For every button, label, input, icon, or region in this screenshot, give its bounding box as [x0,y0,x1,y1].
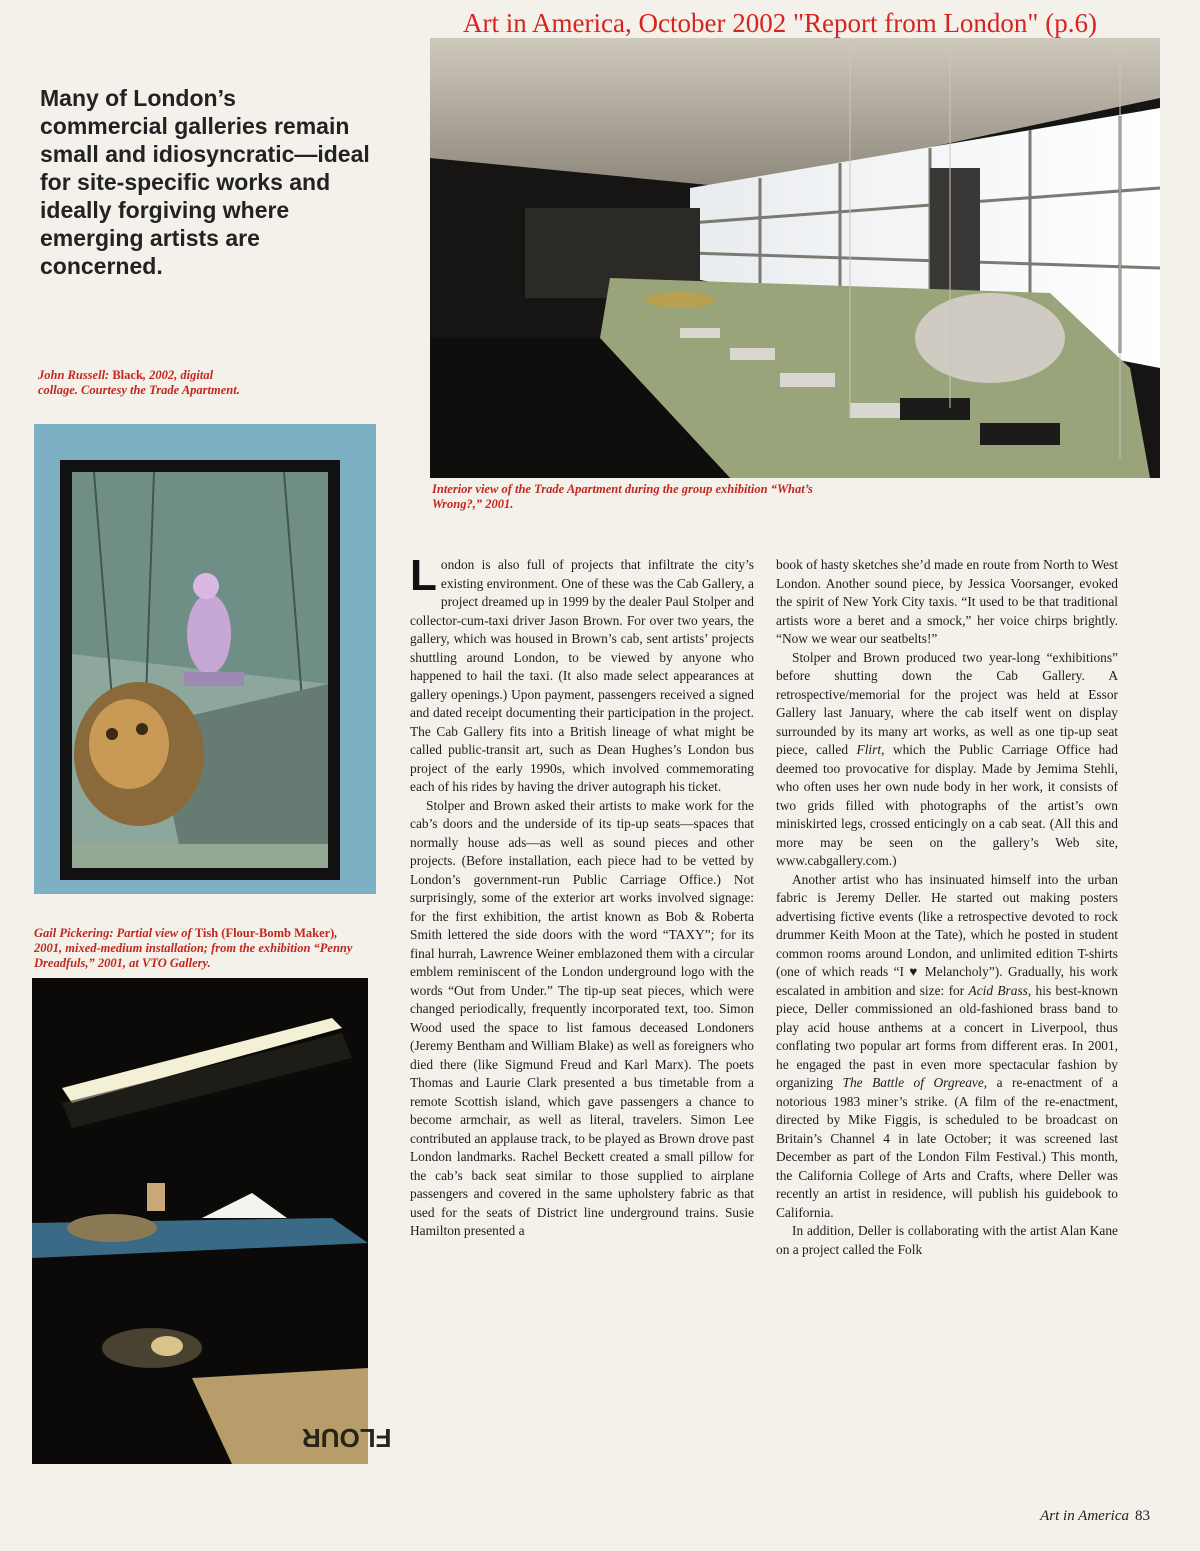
drop-cap: L [410,551,437,600]
pull-quote: Many of London’s commercial galleries remain small and idiosyncratic—ideal for site-specific works and ideally forgiving where emerging artists are concerned. [40,85,370,279]
caption-work-subtitle: (Flour-Bomb Maker) [218,926,335,940]
article-paragraph: In addition, Deller is collaborating with the artist Alan Kane on a project called the Folk [776,1223,1118,1257]
paragraph-text: Stolper and Brown produced two year-long “exhibitions” before shutting down the Cab Gallery. A retrospective/memorial for the project was held at Essor Gallery last January, where the cab itself went on display surrounded by its many art works, as well as one tip-up seat piece, called [776,649,1118,757]
caption-artist: John Russell: [38,368,113,382]
caption-work-title: Black [112,368,143,382]
photo-trade-apartment-interior [430,38,1160,478]
flour-sack-text: FLOUR [302,1423,392,1453]
paragraph-text: , which the Public Carriage Office had deemed too provocative for display. Made by Jemima Stehli, who often uses her own nude body in her work, it consists of two grids filled with photographs of the artist’s own miniskirted legs, crossed enticingly on a cab seat. (All this and more may be seen on the gallery’s Web site, www.cabgallery.com.) [776,742,1119,868]
photo-gail-pickering-tish [32,978,392,1464]
work-title-flirt: Flirt [856,742,882,757]
caption-work-title: Tish [194,926,219,940]
caption-details: , 2002, digital collage. Courtesy the Trade Apartment. [38,368,240,397]
caption-interior-photo: Interior view of the Trade Apartment during the group exhibition “What’s Wrong?,” 2001. [432,482,813,511]
caption-john-russell [38,368,248,398]
page-number: 83 [1135,1508,1150,1524]
paragraph-text: , a re-enactment of a notorious 1983 miner’s strike. (A film of the re-enactment, directed by Mike Figgis, is scheduled to be broadcast on Britain’s Channel 4 in late October; it was screened last December as part of the London Film Festival.) This month, the California College of Arts and Crafts, where Deller was recently an artist in residence, will publish his guidebook to California. [776,1075,1118,1220]
work-title-acid-brass: Acid Brass [968,982,1028,998]
article-paragraph [410,551,754,797]
footer-magazine-name: Art in America [1040,1508,1129,1524]
page-footer [980,1508,1150,1525]
article-paragraph: book of hasty sketches she’d made en route from North to West London. Another sound piece, by Jessica Voorsanger, evoked the spirit of New York City taxis. “It used to be that traditional artists wore a beret and a smock,” her voice chirps brightly. “Now we wear our seatbelts!” [776,557,1118,646]
article-paragraph [776,649,1118,871]
article-column-1 [410,551,754,1241]
caption-details: , 2001, mixed-medium installation; from the exhibition “Penny Dreadfuls,” 2001, at VTO Gallery. [34,926,353,970]
work-title-battle-of-orgreave: The Battle of Orgreave [842,1075,984,1090]
article-paragraph [776,871,1118,1223]
caption-gail-pickering [34,926,364,971]
article-paragraph: Stolper and Brown asked their artists to make work for the cab’s doors and the underside of its tip-up seats—spaces that normally house ads—as well as sound pieces and other projects. (Before installation, each piece had to be vetted by London’s government-run Public Carriage Office.) Not surprisingly, some of the exterior art works involved signage: for the first exhibition, the artist known as Bob & Roberta Smith lettered the side doors with the word “TAXY”; for its final hurrah, Lawrence Weiner emblazoned them with a circular emblem reminiscent of the London underground logo with the words “Out from Under.” The tip-up seat pieces, which were changed periodically, frequently incorporated text, too. Simon Wood used the space to list famous deceased Londoners (Jeremy Bentham and William Blake) as well as foreigners who died there (like Sigmund Freud and Karl Marx). The poets Thomas and Laurie Clark presented a bus timetable from a remote Scottish island, which gave passengers a chance to become armchair, as well as literal, travelers. Simon Lee contributed an applause track, to be played as Brown drove past London landmarks. Rachel Beckett created a small pillow for the cab’s back seat similar to those supplied to airplane passengers and covered in the same upholstery fabric as that used for the seats of District line underground trains. Susie Hamilton presented a [410,797,754,1238]
article-column-2 [776,556,1118,1259]
caption-artist: Gail Pickering: Partial view of [34,926,195,940]
paragraph-text: Another artist who has insinuated himself into the urban fabric is Jeremy Deller. He started out making posters advertising fictive events (like a retrospective devoted to rock drummer Keith Moon at the Tate), which he posted in student common rooms around London, and unlimited edition T-shirts (one of which reads “I ♥ Melancholy”). Gradually, his work escalated in ambition and size: for [776,871,1118,998]
paragraph-text: , his best-known piece, Deller commissioned an old-fashioned brass band to play acid house anthems at a concert in Liverpool, thus conflating two popular art forms from different eras. In 2001, he engaged the past in even more spectacular fashion by organizing [776,982,1118,1090]
paragraph-text: ondon is also full of projects that infiltrate the city’s existing environment. One of these was the Cab Gallery, a project dreamed up in 1999 by the dealer Paul Stolper and collector-cum-taxi driver Jason Brown. For over two years, the gallery, which was housed in Brown’s cab, sent artists’ projects shuttling around London, to be viewed by anyone who happened to hail the taxi. (It also made select appearances at gallery openings.) Upon payment, passengers received a signed and dated receipt documenting their participation in the project. The Cab Gallery fits into a British lineage of what might be called public-transit art, such as Dean Hughes’s London bus project of the early 1990s, which involved commemorating each of his rides by having the driver autograph his ticket. [410,557,754,794]
photo-john-russell-black [34,424,376,894]
page-header-title: Art in America, October 2002 "Report from London" (p.6) [463,8,1097,38]
